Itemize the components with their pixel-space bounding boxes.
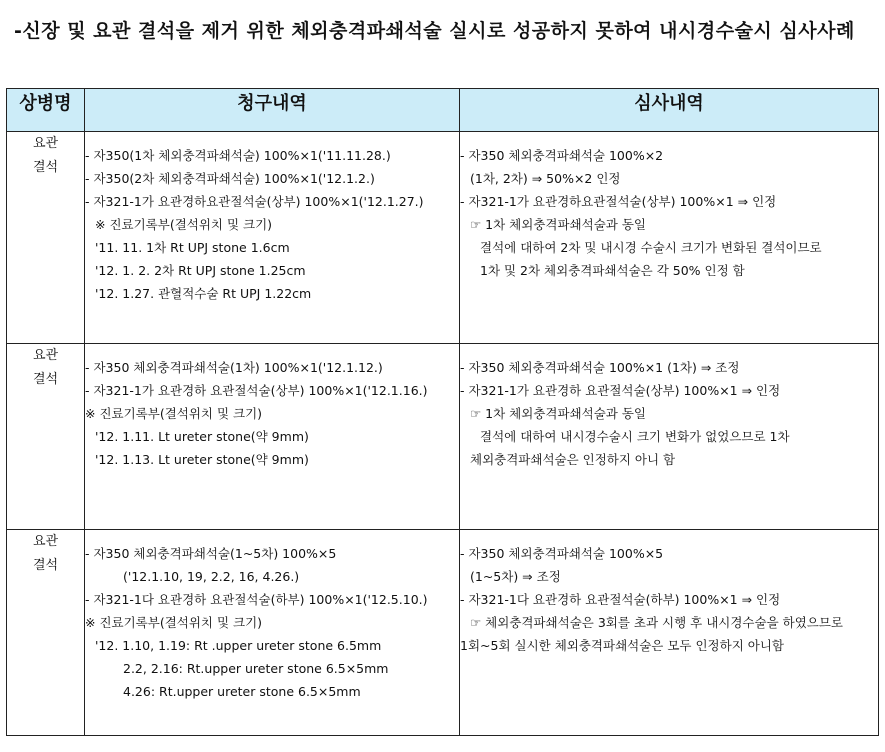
- claim-line: 4.26: Rt.upper ureter stone 6.5×5mm: [123, 684, 361, 699]
- header-review: 심사내역: [460, 89, 879, 132]
- review-cell: [460, 530, 879, 736]
- review-line: - 자350 체외충격파쇄석술 100%×1 (1차) ⇒ 조정: [460, 360, 740, 375]
- claim-line: - 자321-1가 요관경하요관절석술(상부) 100%×1('12.1.27.): [85, 194, 424, 209]
- diagnosis-line: 요관: [32, 348, 59, 363]
- claim-line: '12. 1.10, 1.19: Rt .upper ureter stone 6.5mm: [95, 638, 382, 653]
- diagnosis-cell: [7, 344, 85, 530]
- claim-line: - 자350 체외충격파쇄석술(1~5차) 100%×5: [85, 546, 337, 561]
- claim-line: '11. 11. 1차 Rt UPJ stone 1.6cm: [95, 240, 290, 255]
- claim-line: 2.2, 2.16: Rt.upper ureter stone 6.5×5mm: [123, 661, 389, 676]
- review-line: 결석에 대하여 2차 및 내시경 수술시 크기가 변화된 결석이므로: [480, 240, 822, 255]
- claim-line: ※ 진료기록부(결석위치 및 크기): [95, 217, 273, 232]
- claim-cell: [85, 344, 460, 530]
- review-line: ☞ 체외충격파쇄석술은 3회를 초과 시행 후 내시경수술을 하였으므로: [470, 615, 843, 630]
- review-line: - 자321-1가 요관경하요관절석술(상부) 100%×1 ⇒ 인정: [460, 194, 777, 209]
- review-line: 체외충격파쇄석술은 인정하지 아니 함: [470, 452, 676, 467]
- diagnosis-cell: [7, 132, 85, 344]
- claim-line: ('12.1.10, 19, 2.2, 16, 4.26.): [123, 569, 300, 584]
- review-line: (1~5차) ⇒ 조정: [470, 569, 561, 584]
- diagnosis-cell: [7, 530, 85, 736]
- review-line: - 자350 체외충격파쇄석술 100%×5: [460, 546, 664, 561]
- table-row: [7, 530, 879, 736]
- claim-cell: [85, 132, 460, 344]
- review-line: 1회~5회 실시한 체외충격파쇄석술은 모두 인정하지 아니함: [460, 638, 784, 653]
- claim-cell: [85, 530, 460, 736]
- header-diagnosis: 상병명: [7, 89, 85, 132]
- diagnosis-line: 결석: [32, 558, 59, 573]
- claim-line: - 자350 체외충격파쇄석술(1차) 100%×1('12.1.12.): [85, 360, 383, 375]
- claim-line: '12. 1. 2. 2차 Rt UPJ stone 1.25cm: [95, 263, 306, 278]
- review-cell: [460, 344, 879, 530]
- claim-line: ※ 진료기록부(결석위치 및 크기): [85, 406, 263, 421]
- review-case-table: [6, 88, 879, 736]
- diagnosis-line: 요관: [32, 534, 59, 549]
- claim-line: - 자350(2차 체외충격파쇄석술) 100%×1('12.1.2.): [85, 171, 375, 186]
- diagnosis-line: 결석: [32, 160, 59, 175]
- review-line: ☞ 1차 체외충격파쇄석술과 동일: [470, 406, 646, 421]
- review-cell: [460, 132, 879, 344]
- review-line: 1차 및 2차 체외충격파쇄석술은 각 50% 인정 함: [480, 263, 745, 278]
- diagnosis-line: 결석: [32, 372, 59, 387]
- table-header-row: [7, 89, 879, 132]
- claim-line: - 자350(1차 체외충격파쇄석술) 100%×1('11.11.28.): [85, 148, 391, 163]
- review-line: - 자321-1가 요관경하 요관절석술(상부) 100%×1 ⇒ 인정: [460, 383, 781, 398]
- claim-line: ※ 진료기록부(결석위치 및 크기): [85, 615, 263, 630]
- claim-line: - 자321-1가 요관경하 요관절석술(상부) 100%×1('12.1.16.): [85, 383, 428, 398]
- page-title: -신장 및 요관 결석을 제거 위한 체외충격파쇄석술 실시로 성공하지 못하여 내시경수술시 심사사례: [14, 20, 855, 42]
- review-line: ☞ 1차 체외충격파쇄석술과 동일: [470, 217, 646, 232]
- claim-line: '12. 1.27. 관혈적수술 Rt UPJ 1.22cm: [95, 286, 312, 301]
- header-claim: 청구내역: [85, 89, 460, 132]
- claim-line: '12. 1.11. Lt ureter stone(약 9mm): [95, 429, 309, 444]
- review-line: (1차, 2차) ⇒ 50%×2 인정: [470, 171, 621, 186]
- review-line: 결석에 대하여 내시경수술시 크기 변화가 없었으므로 1차: [480, 429, 790, 444]
- review-line: - 자321-1다 요관경하 요관절석술(하부) 100%×1 ⇒ 인정: [460, 592, 781, 607]
- review-line: - 자350 체외충격파쇄석술 100%×2: [460, 148, 664, 163]
- table-row: [7, 132, 879, 344]
- table-row: [7, 344, 879, 530]
- claim-line: - 자321-1다 요관경하 요관절석술(하부) 100%×1('12.5.10.): [85, 592, 428, 607]
- diagnosis-line: 요관: [32, 136, 59, 151]
- claim-line: '12. 1.13. Lt ureter stone(약 9mm): [95, 452, 309, 467]
